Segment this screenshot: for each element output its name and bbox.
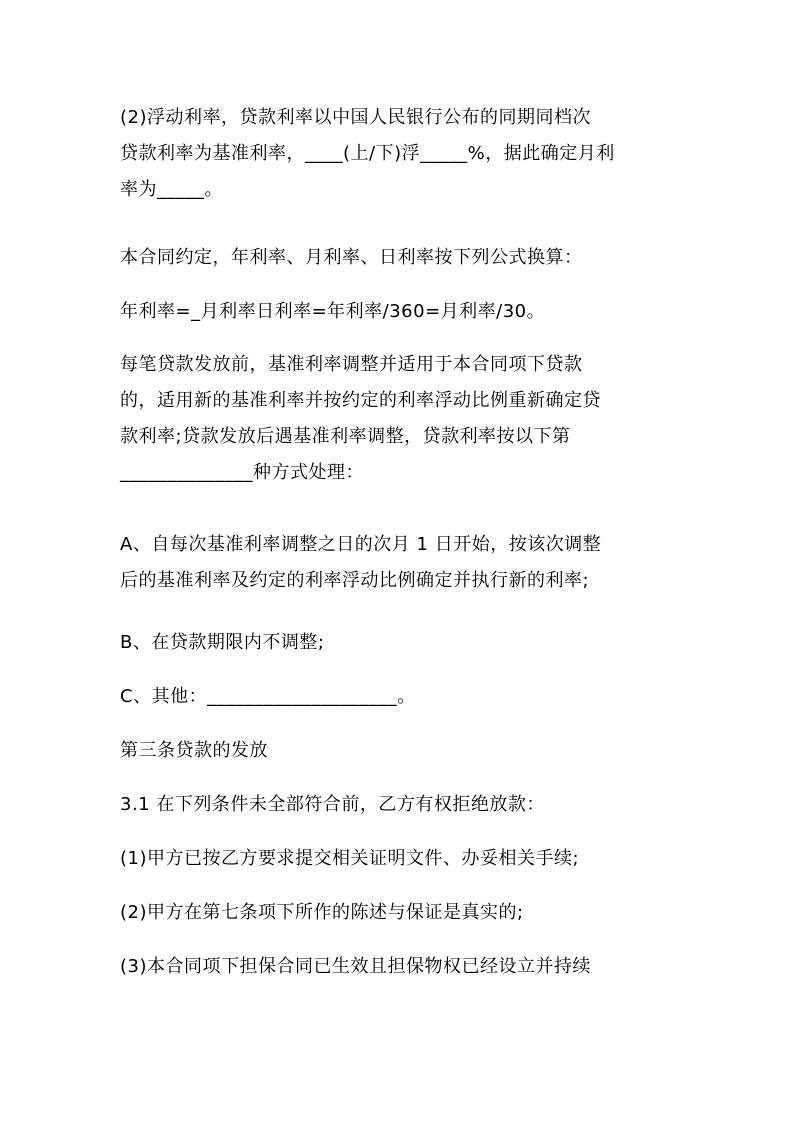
text-line: 第三条贷款的发放 xyxy=(120,740,268,761)
text-line: 后的基准利率及约定的利率浮动比例确定并执行新的利率; xyxy=(120,570,590,591)
text-line: 3.1 在下列条件未全部符合前，乙方有权拒绝放款： xyxy=(120,794,545,815)
text-line: B、在贷款期限内不调整; xyxy=(120,632,325,653)
condition-item-2 xyxy=(120,895,680,931)
text-line: (1)甲方已按乙方要求提交相关证明文件、办妥相关手续; xyxy=(120,848,580,869)
text-line: 年利率=_月利率日利率=年利率/360=月利率/30。 xyxy=(120,301,546,322)
paragraph-option-b xyxy=(120,625,680,661)
condition-item-1 xyxy=(120,841,680,877)
text-line: 款利率;贷款发放后遇基准利率调整，贷款利率按以下第 xyxy=(120,426,571,447)
text-line: 每笔贷款发放前，基准利率调整并适用于本合同项下贷款 xyxy=(120,354,583,375)
paragraph-option-a xyxy=(120,527,680,599)
text-line: (2)甲方在第七条项下所作的陈述与保证是真实的; xyxy=(120,902,524,923)
text-line: 率为_____。 xyxy=(120,179,223,200)
paragraph-rate-adjustment xyxy=(120,347,680,491)
paragraph-conversion-note xyxy=(120,240,680,276)
text-line: (2)浮动利率，贷款利率以中国人民银行公布的同期同档次 xyxy=(120,107,591,128)
paragraph-conversion-formula xyxy=(120,294,680,330)
paragraph-floating-rate xyxy=(120,100,680,208)
clause-3-1 xyxy=(120,787,680,823)
condition-item-3 xyxy=(120,949,680,985)
text-line: C、其他：____________________。 xyxy=(120,686,416,707)
section-heading-loan-disbursement xyxy=(120,733,680,769)
text-line: 的，适用新的基准利率并按约定的利率浮动比例重新确定贷 xyxy=(120,390,601,411)
text-line: 贷款利率为基准利率，____(上/下)浮_____%，据此确定月利 xyxy=(120,143,615,164)
text-line: A、自每次基准利率调整之日的次月 1 日开始，按该次调整 xyxy=(120,534,602,555)
text-line: 本合同约定，年利率、月利率、日利率按下列公式换算： xyxy=(120,247,583,268)
text-line: (3)本合同项下担保合同已生效且担保物权已经设立并持续 xyxy=(120,956,591,977)
paragraph-option-c xyxy=(120,679,680,715)
text-line: ______________种方式处理： xyxy=(120,462,364,483)
